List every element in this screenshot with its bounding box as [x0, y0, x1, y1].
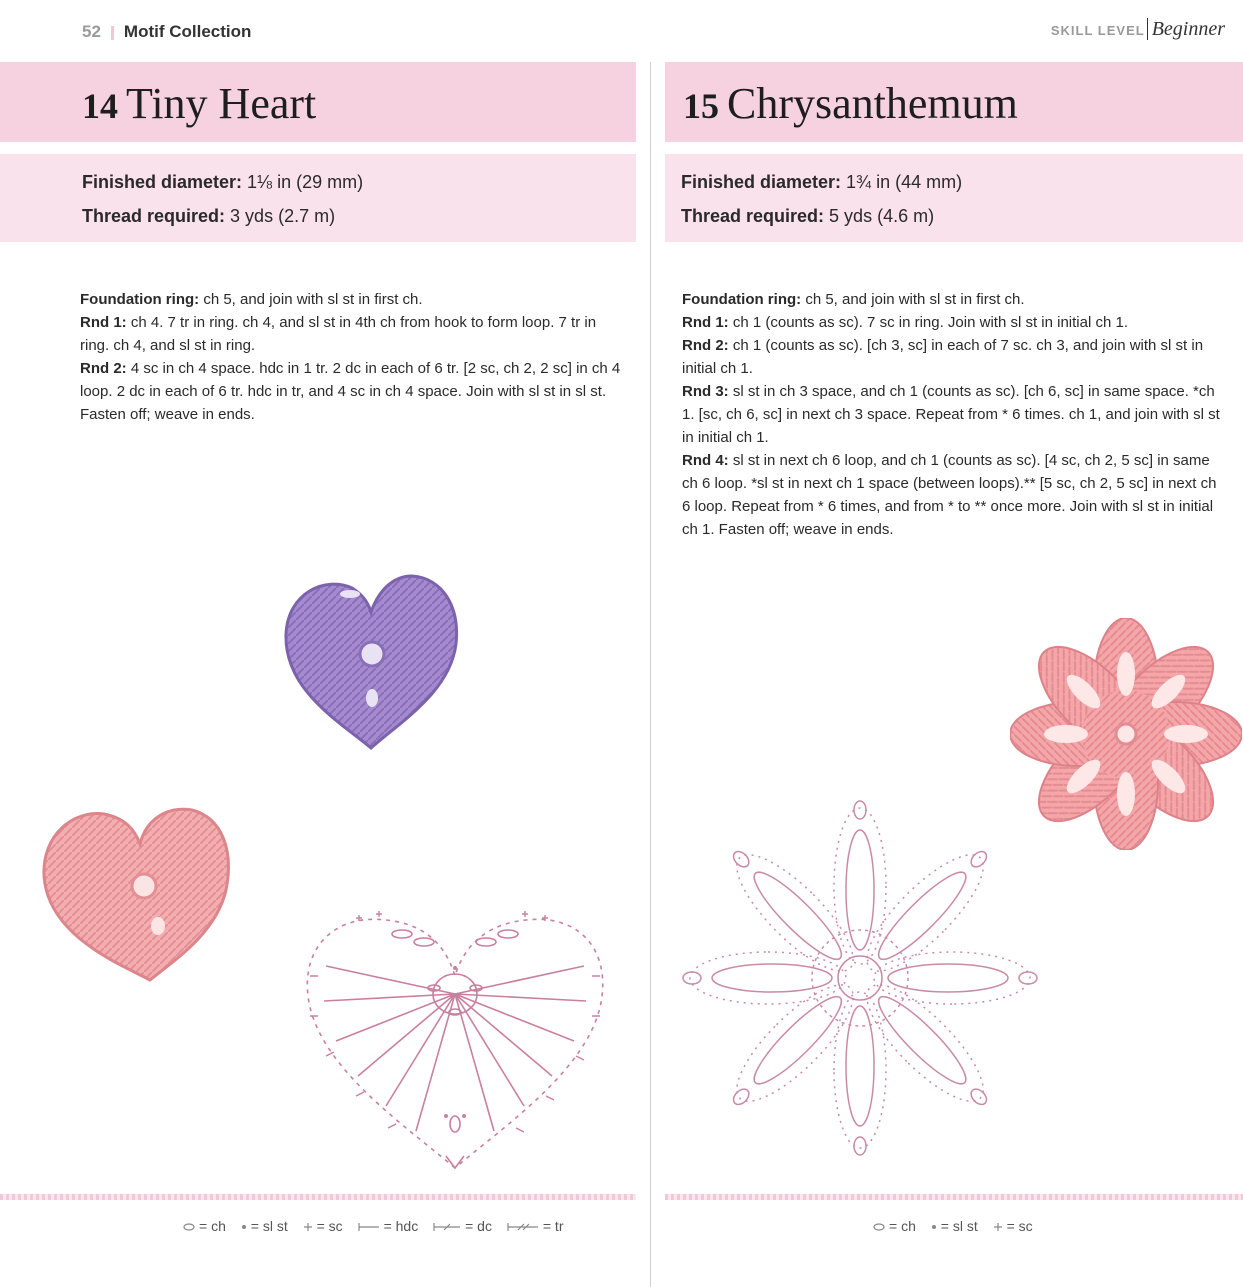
step-text: ch 5, and join with sl st in first ch.: [203, 291, 423, 308]
tr-icon: [506, 1221, 540, 1233]
motif-14-specs: [0, 154, 636, 242]
chrysanthemum-chart: [682, 800, 1042, 1160]
legend-text: = sc: [1006, 1218, 1033, 1234]
finished-diameter: [82, 172, 363, 193]
motif-14-title: [82, 78, 316, 129]
pink-flower-photo: [1010, 618, 1242, 850]
legend-divider: [0, 1194, 636, 1200]
legend-text: = hdc: [383, 1218, 419, 1234]
step-label: Rnd 1:: [80, 314, 127, 331]
oval-icon: [872, 1222, 886, 1232]
skill-level-label: SKILL LEVEL: [1050, 23, 1145, 38]
legend-divider: [665, 1194, 1243, 1200]
dot-icon: [240, 1222, 248, 1232]
instruction-step: [80, 357, 625, 426]
step-label: Foundation ring:: [80, 291, 200, 308]
motif-15-legend: [862, 1218, 1033, 1234]
thread-label: Thread required:: [82, 206, 226, 226]
motif-name: Tiny Heart: [126, 79, 317, 128]
finished-diameter: [681, 172, 962, 193]
step-label: Rnd 2:: [80, 360, 127, 377]
dot-icon: [930, 1222, 938, 1232]
thread-label: Thread required:: [681, 206, 825, 226]
page-number: 52: [82, 22, 101, 41]
legend-text: = sl st: [250, 1218, 288, 1234]
instruction-step: [682, 288, 1222, 311]
step-text: ch 1 (counts as sc). 7 sc in ring. Join with sl st in initial ch 1.: [732, 314, 1128, 331]
legend-item: [920, 1218, 978, 1234]
dc-icon: [432, 1221, 462, 1233]
legend-item: [982, 1218, 1033, 1234]
motif-14-instructions: [80, 288, 625, 426]
legend-text: = dc: [465, 1218, 492, 1234]
motif-number: 15: [683, 86, 719, 126]
cross-icon: [302, 1221, 314, 1233]
legend-item: [292, 1218, 343, 1234]
tiny-heart-chart: [296, 906, 614, 1176]
skill-level-value: Beginner: [1147, 18, 1225, 40]
instruction-step: [80, 311, 625, 357]
thread-required: [82, 206, 335, 227]
legend-item: [496, 1218, 564, 1234]
diameter-label: Finished diameter:: [681, 172, 842, 192]
thread-value: 5 yds (4.6 m): [829, 206, 935, 226]
step-text: sl st in ch 3 space, and ch 1 (counts as sc). [ch 6, sc] in same space. *ch 1. [sc, ch 6, sc] in next ch 3 space. Repeat from * 6 times. ch 1, and join with sl st in initial ch 1.: [682, 383, 1220, 446]
instruction-step: [682, 334, 1222, 380]
motif-14-title-band: [0, 62, 636, 142]
step-text: 4 sc in ch 4 space. hdc in 1 tr. 2 dc in each of 6 tr. [2 sc, ch 2, 2 sc] in ch 4 loop. 2 dc in each of 6 tr. hdc in tr, and 4 sc in ch 4 space. Join with sl st in sl st. Fasten off; weave in ends.: [80, 360, 621, 423]
step-label: Rnd 2:: [682, 337, 729, 354]
motif-15-instructions: [682, 288, 1222, 541]
cross-icon: [992, 1221, 1004, 1233]
legend-item: [347, 1218, 419, 1234]
diameter-value: 1¾ in (44 mm): [846, 172, 963, 192]
diameter-value: 1⅛ in (29 mm): [247, 172, 364, 192]
header-divider: [111, 26, 114, 40]
hdc-icon: [357, 1221, 381, 1233]
step-label: Rnd 1:: [682, 314, 729, 331]
motif-14-legend: [172, 1218, 563, 1234]
oval-icon: [182, 1222, 196, 1232]
legend-item: [172, 1218, 226, 1234]
motif-15-panel: [665, 62, 1243, 242]
motif-15-title: [683, 78, 1018, 129]
legend-text: = sc: [316, 1218, 343, 1234]
instruction-step: [682, 311, 1222, 334]
page-gutter: [650, 62, 651, 1287]
step-text: ch 5, and join with sl st in first ch.: [805, 291, 1025, 308]
motif-15-specs: [665, 154, 1243, 242]
legend-text: = ch: [199, 1218, 226, 1234]
instruction-step: [682, 380, 1222, 449]
step-text: ch 1 (counts as sc). [ch 3, sc] in each of 7 sc. ch 3, and join with sl st in initial ch 1.: [682, 337, 1204, 377]
section-title: Motif Collection: [123, 22, 252, 41]
step-label: Foundation ring:: [682, 291, 802, 308]
motif-15-title-band: [665, 62, 1243, 142]
legend-text: = ch: [889, 1218, 916, 1234]
thread-required: [681, 206, 934, 227]
instruction-step: [80, 288, 625, 311]
step-text: sl st in next ch 6 loop, and ch 1 (counts as sc). [4 sc, ch 2, 5 sc] in same ch 6 loop. *sl st in next ch 1 space (between loops).** [5 sc, ch 2, 5 sc] in next ch 6 loop. Repeat from * 6 times, and from * to ** once more. Join with sl st in initial ch 1. Fasten off; weave in ends.: [682, 452, 1217, 538]
step-text: ch 4. 7 tr in ring. ch 4, and sl st in 4th ch from hook to form loop. 7 tr in ring. ch 4, and sl st in ring.: [80, 314, 597, 354]
motif-number: 14: [82, 86, 118, 126]
instruction-step: [682, 449, 1222, 541]
legend-item: [230, 1218, 288, 1234]
step-label: Rnd 3:: [682, 383, 729, 400]
legend-text: = tr: [542, 1218, 564, 1234]
legend-item: [862, 1218, 916, 1234]
step-label: Rnd 4:: [682, 452, 729, 469]
motif-name: Chrysanthemum: [727, 79, 1018, 128]
thread-value: 3 yds (2.7 m): [230, 206, 336, 226]
motif-14-panel: [0, 62, 636, 242]
diameter-label: Finished diameter:: [82, 172, 243, 192]
skill-level: [1051, 18, 1225, 41]
legend-item: [422, 1218, 492, 1234]
legend-text: = sl st: [940, 1218, 978, 1234]
page-header: [82, 22, 251, 42]
pink-heart-photo: [40, 804, 236, 984]
purple-heart-photo: [280, 572, 462, 752]
